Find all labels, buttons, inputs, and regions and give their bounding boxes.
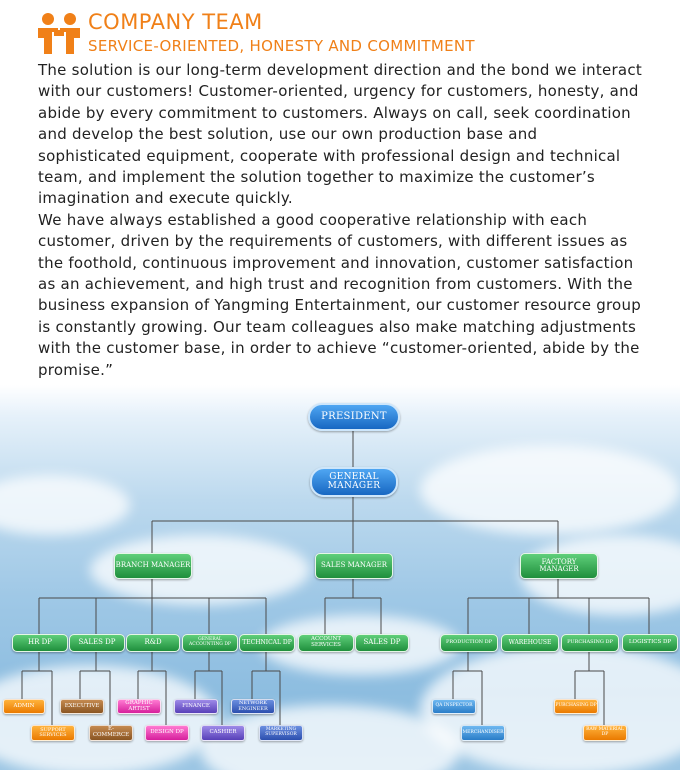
node-factory-manager: FACTORY MANAGER	[520, 553, 598, 579]
node-raw-material-dp: RAW MATERIAL DP	[583, 725, 627, 741]
node-branch-manager: BRANCH MANAGER	[114, 553, 192, 579]
node-logistics-dp: LOGISTICS DP	[622, 634, 678, 652]
intro-paragraph-1: The solution is our long-term development direction and the bond we interact with our customers! Customer-oriented, urgency for customers, honesty, and abide by every commitment to customers. Always on call, seek coordination and develop the best solution, use our own production base and sophisticated equipment, cooperate with professional design and technical team, and implement the solution together to maximize the customer’s imagination and execute quickly.	[38, 61, 643, 208]
node-technical-dp: TECHNICAL DP	[239, 634, 295, 652]
node-sales-manager: SALES MANAGER	[315, 553, 393, 579]
node-ecommerce: E-COMMERCE	[89, 725, 133, 741]
node-cashier: CASHIER	[201, 725, 245, 741]
node-rd: R&D	[126, 634, 180, 652]
header	[36, 10, 656, 54]
node-support-services: SUPPORT SERVICES	[31, 725, 75, 741]
node-merchandiser: MERCHANDISER	[461, 725, 505, 741]
node-admin: ADMIN	[3, 699, 45, 714]
intro-paragraph-2: We have always established a good cooperative relationship with each customer, driven by the requirements of customers, with different issues as the foothold, continuous improvement and innovation, customer satisfaction as an achievement, and high trust and recognition from customers. With the business expansion of Yangming Entertainment, our customer resource group is constantly growing. Our team colleagues also make matching adjustments with the customer base, in order to achieve “customer-oriented, abide by the promise.”	[38, 210, 642, 379]
node-general-manager: GENERAL MANAGER	[310, 467, 398, 497]
node-hr-dp: HR DP	[12, 634, 68, 652]
team-people-icon	[36, 12, 82, 56]
node-purchasing-dp: PURCHASING DP	[561, 634, 619, 652]
node-design-dp: DESIGN DP	[145, 725, 189, 741]
node-purchasing-role: PURCHASING DP	[554, 699, 598, 714]
node-sales-dp: SALES DP	[69, 634, 125, 652]
node-sales-dp-2: SALES DP	[355, 634, 409, 652]
node-graphic-artist: GRAPHIC ARTIST	[117, 699, 161, 714]
node-president: PRESIDENT	[308, 403, 400, 431]
node-executive: EXECUTIVE	[60, 699, 104, 714]
node-general-accounting-dp: GENERAL ACCOUNTING DP	[182, 634, 238, 652]
node-network-engineer: NETWORK ENGINEER	[231, 699, 275, 714]
node-account-services: ACCOUNT SERVICES	[298, 634, 354, 652]
node-marketing-supervisor: MARKETING SUPERVISOR	[259, 725, 303, 741]
page-subtitle: SERVICE-ORIENTED, HONESTY AND COMMITMENT	[88, 37, 475, 55]
intro-text	[38, 60, 644, 381]
node-finance: FINANCE	[174, 699, 218, 714]
node-qa-inspector: QA INSPECTOR	[432, 699, 476, 714]
node-production-dp: PRODUCTION DP	[440, 634, 498, 652]
page-title: COMPANY TEAM	[88, 10, 263, 34]
node-warehouse: WAREHOUSE	[501, 634, 559, 652]
